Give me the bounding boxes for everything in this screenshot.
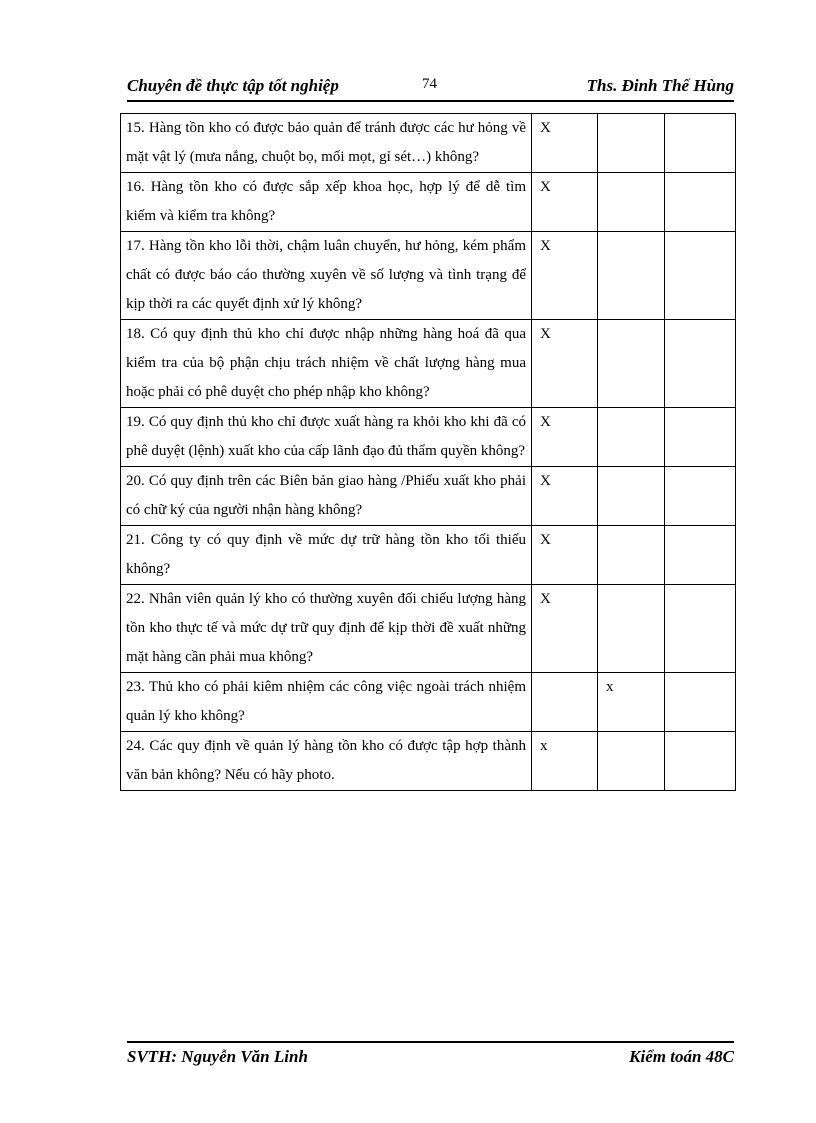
question-cell: 22. Nhân viên quản lý kho có thường xuyên đối chiếu lượng hàng tồn kho thực tế và mức dự trữ quy định để kịp thời đề xuất những mặt hàng cần phải mua không?	[121, 585, 532, 673]
note-cell	[665, 526, 736, 585]
answer-yes-cell: X	[532, 232, 598, 320]
question-cell: 18. Có quy định thủ kho chỉ được nhập những hàng hoá đã qua kiểm tra của bộ phận chịu trách nhiệm về chất lượng hàng mua hoặc phải có phê duyệt cho phép nhập kho không?	[121, 320, 532, 408]
answer-yes-cell: X	[532, 320, 598, 408]
answer-yes-cell: X	[532, 467, 598, 526]
question-cell: 20. Có quy định trên các Biên bản giao hàng /Phiếu xuất kho phải có chữ ký của người nhận hàng không?	[121, 467, 532, 526]
table-row	[121, 467, 736, 526]
note-cell	[665, 408, 736, 467]
note-cell	[665, 585, 736, 673]
document-title: Chuyên đề thực tập tốt nghiệp	[127, 76, 339, 95]
question-cell: 17. Hàng tồn kho lỗi thời, chậm luân chuyển, hư hỏng, kém phẩm chất có được báo cáo thường xuyên về số lượng và tình trạng để kịp thời ra các quyết định xử lý không?	[121, 232, 532, 320]
answer-no-cell	[598, 232, 665, 320]
question-cell: 23. Thủ kho có phải kiêm nhiệm các công việc ngoài trách nhiệm quản lý kho không?	[121, 673, 532, 732]
answer-yes-cell: X	[532, 173, 598, 232]
answer-yes-cell: X	[532, 408, 598, 467]
table-row	[121, 232, 736, 320]
table-row	[121, 673, 736, 732]
questionnaire-table	[120, 113, 736, 791]
note-cell	[665, 732, 736, 791]
answer-no-cell	[598, 585, 665, 673]
answer-yes-cell: X	[532, 526, 598, 585]
answer-no-cell: x	[598, 673, 665, 732]
question-cell: 16. Hàng tồn kho có được sắp xếp khoa học, hợp lý để dễ tìm kiếm và kiểm tra không?	[121, 173, 532, 232]
table-row	[121, 173, 736, 232]
note-cell	[665, 467, 736, 526]
table-row	[121, 732, 736, 791]
table-row	[121, 320, 736, 408]
note-cell	[665, 114, 736, 173]
answer-no-cell	[598, 173, 665, 232]
table-row	[121, 408, 736, 467]
answer-no-cell	[598, 114, 665, 173]
question-cell: 21. Công ty có quy định về mức dự trữ hàng tồn kho tối thiểu không?	[121, 526, 532, 585]
note-cell	[665, 320, 736, 408]
answer-yes-cell: X	[532, 585, 598, 673]
author-name: Ths. Đinh Thế Hùng	[586, 76, 734, 95]
answer-no-cell	[598, 526, 665, 585]
note-cell	[665, 173, 736, 232]
question-cell: 24. Các quy định về quản lý hàng tồn kho có được tập hợp thành văn bản không? Nếu có hãy photo.	[121, 732, 532, 791]
answer-yes-cell: x	[532, 732, 598, 791]
answer-no-cell	[598, 408, 665, 467]
table-row	[121, 585, 736, 673]
class-name: Kiểm toán 48C	[629, 1047, 734, 1066]
table-row	[121, 526, 736, 585]
page-header	[127, 76, 734, 102]
answer-no-cell	[598, 320, 665, 408]
question-cell: 15. Hàng tồn kho có được bảo quản để tránh được các hư hỏng về mặt vật lý (mưa nắng, chuột bọ, mối mọt, gỉ sét…) không?	[121, 114, 532, 173]
note-cell	[665, 673, 736, 732]
answer-yes-cell: X	[532, 114, 598, 173]
answer-no-cell	[598, 732, 665, 791]
student-name: SVTH: Nguyễn Văn Linh	[127, 1047, 308, 1066]
question-cell: 19. Có quy định thủ kho chỉ được xuất hàng ra khỏi kho khi đã có phê duyệt (lệnh) xuất kho của cấp lãnh đạo đủ thẩm quyền không?	[121, 408, 532, 467]
note-cell	[665, 232, 736, 320]
answer-no-cell	[598, 467, 665, 526]
page-number: 74	[422, 76, 437, 92]
table-row	[121, 114, 736, 173]
page-footer	[127, 1041, 734, 1073]
answer-yes-cell	[532, 673, 598, 732]
